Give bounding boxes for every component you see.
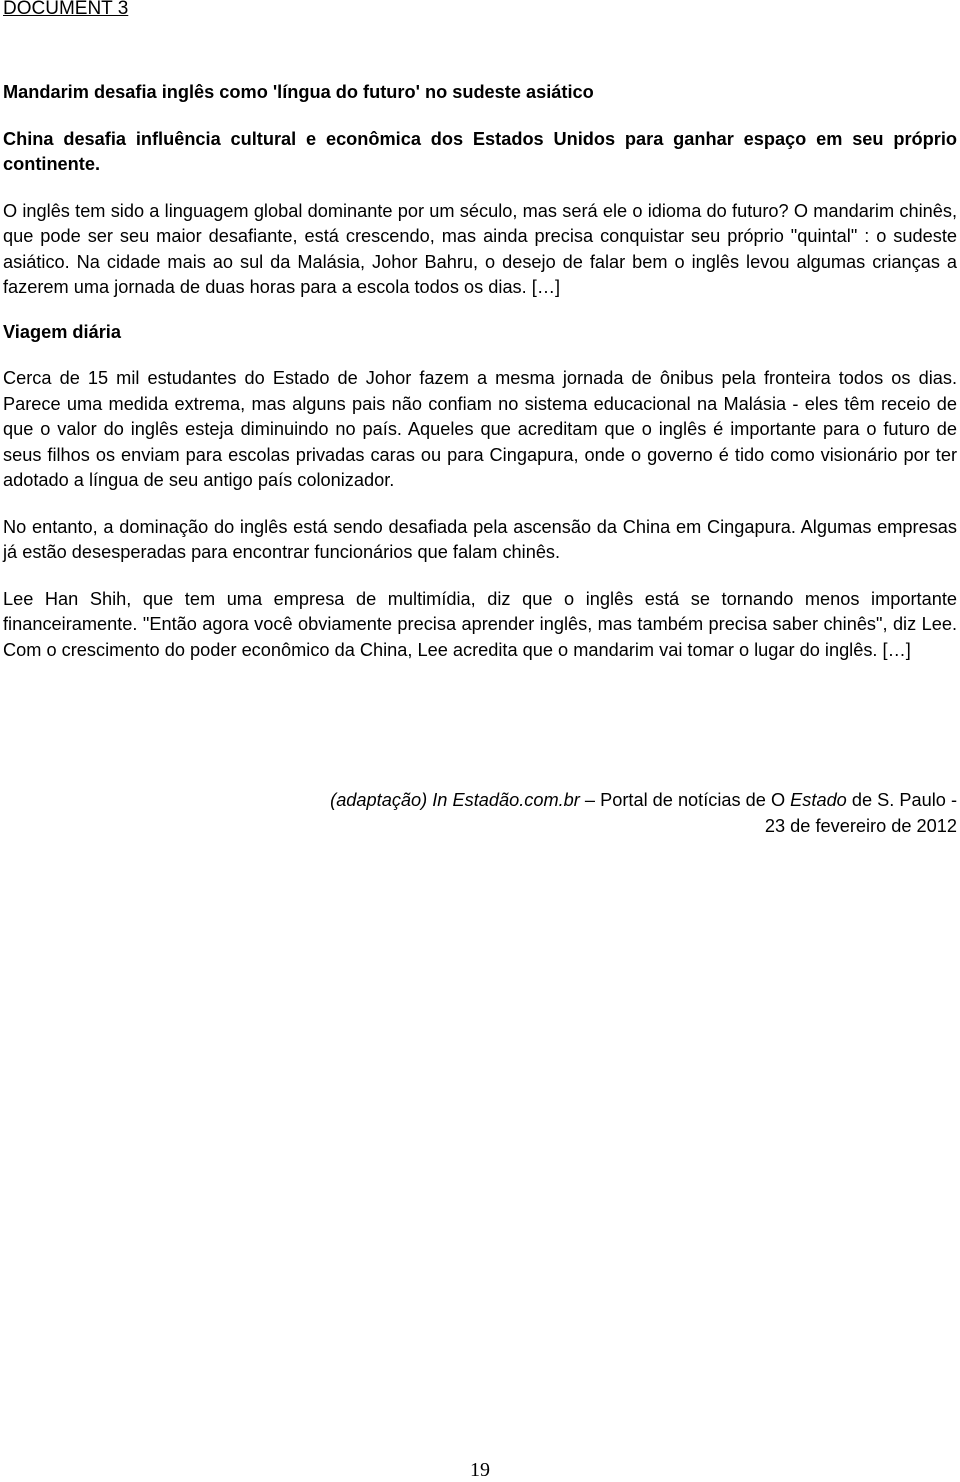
section-heading: Viagem diária [3,321,121,342]
citation-date: 23 de fevereiro de 2012 [764,815,957,836]
citation-city: de S. Paulo - [846,790,957,810]
article-paragraph-4: Lee Han Shih, que tem uma empresa de multimídia, diz que o inglês está se tornando menos importante financeiramente. "Então agora você obviamente precisa aprender inglês, mas também precisa saber chinês", diz Lee. Com o crescimento do poder econômico da China, Lee acredita que o mandarim vai tomar o lugar do inglês. […] [3,588,957,660]
page-number: 19 [470,1459,490,1481]
article-paragraph-1: O inglês tem sido a linguagem global dominante por um século, mas será ele o idioma do futuro? O mandarim chinês, que pode ser seu maior desafiante, está crescendo, mas ainda precisa conquistar seu próprio "quintal" : o sudeste asiático. Na cidade mais ao sul da Malásia, Johor Bahru, o desejo de falar bem o inglês levou algumas crianças a fazerem uma jornada de duas horas para a escola todos os dias. […] [3,200,957,297]
article-subheadline: China desafia influência cultural e econômica dos Estados Unidos para ganhar espaço em seu próprio continente. [3,128,957,174]
article-headline: Mandarim desafia inglês como 'língua do futuro' no sudeste asiático [3,82,594,102]
article-body [3,80,957,663]
article-paragraph-3: No entanto, a dominação do inglês está sendo desafiada pela ascensão da China em Cingapura. Algumas empresas já estão desesperadas para encontrar funcionários que falam chinês. [3,516,957,562]
source-citation [197,788,957,839]
citation-portal: Portal de notícias de O [600,790,791,810]
article-paragraph-2: Cerca de 15 mil estudantes do Estado de Johor fazem a mesma jornada de ônibus pela fronteira todos os dias. Parece uma medida extrema, mas alguns pais não confiam no sistema educacional na Malásia - eles têm receio de que o valor do inglês esteja diminuindo no país. Aqueles que acreditam que o inglês é importante para o futuro de seus filhos os enviam para escolas privadas caras ou para Cingapura, onde o governo é tido como visionário por ter adotado a língua de seu antigo país colonizador. [3,368,957,490]
document-label: DOCUMENT 3 [3,0,129,19]
citation-line: (adaptação) In Estadão.com.br – Portal de notícias de O Estado de S. Paulo - [330,790,957,810]
citation-adaptation: (adaptação) In Estadão.com.br [330,790,580,810]
citation-newspaper: Estado [790,790,847,810]
